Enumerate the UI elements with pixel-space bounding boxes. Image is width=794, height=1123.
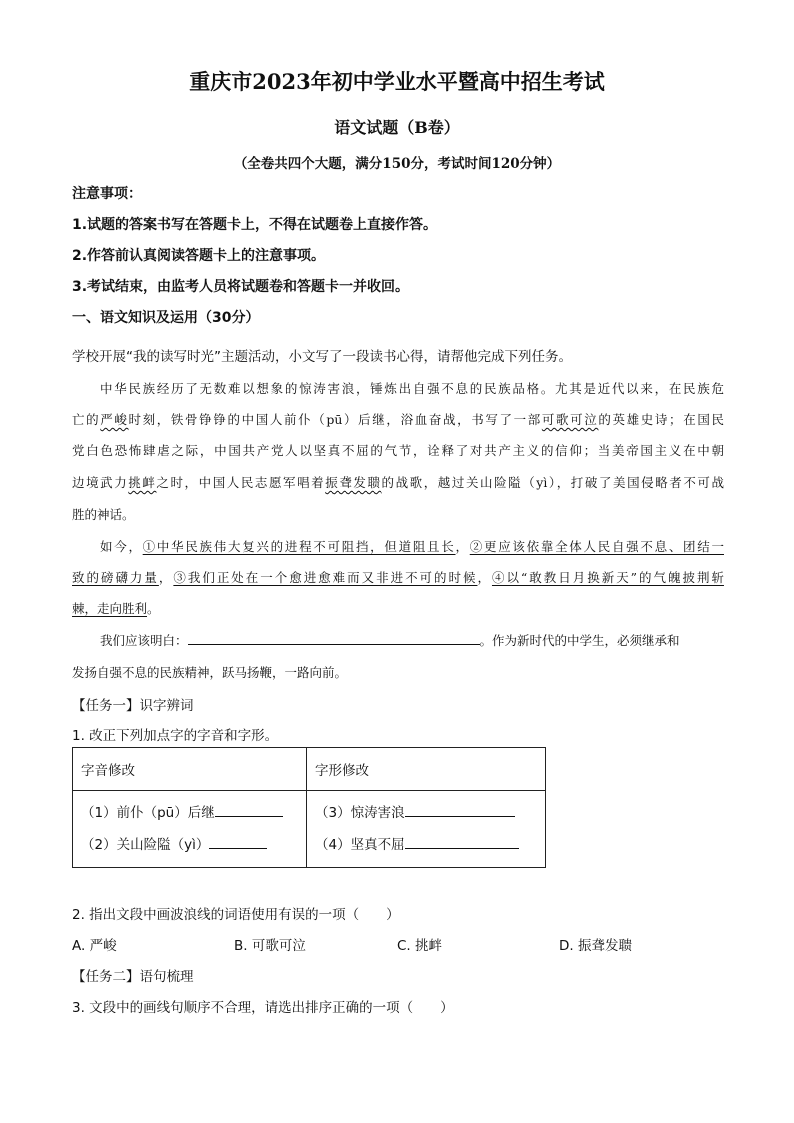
underlined-sentence-2: ②更应该依靠全体人民自强不息、团结一 [469, 539, 724, 554]
wavy-word: 严峻 [100, 412, 129, 427]
correction-table [72, 747, 546, 868]
underlined-sentence-3: ③我们正处在一个愈进愈难而又非进不可的时候 [173, 570, 478, 585]
table-header: 字音修改 [73, 748, 307, 791]
notice-item: 3.考试结束，由监考人员将试题卷和答题卡一并收回。 [72, 279, 410, 295]
answer-blank[interactable] [215, 802, 283, 817]
exam-info: （全卷共四个大题，满分150分，考试时间120分钟） [233, 156, 561, 172]
task-heading: 【任务二】语句梳理 [72, 969, 194, 985]
table-cell: （3）惊涛害浪 [315, 797, 537, 829]
option-c[interactable]: C. 挑衅 [397, 938, 443, 954]
wavy-word: 可歌可泣 [541, 412, 599, 427]
section-intro: 学校开展“我的读写时光”主题活动，小文写了一段读书心得，请帮他完成下列任务。 [72, 349, 572, 365]
passage-line: 棘，走向胜利。 [72, 601, 160, 616]
passage-line: 胜的神话。 [72, 507, 135, 522]
exam-title: 重庆市2023年初中学业水平暨高中招生考试 [189, 69, 605, 94]
passage-line: 党白色恐怖肆虐之际，中国共产党人以坚真不屈的气节，诠释了对共产主义的信仰；当美帝国主义在中朝 [72, 443, 724, 458]
table-cell: （4）坚真不屈 [315, 829, 537, 861]
answer-blank[interactable] [405, 834, 519, 849]
answer-blank[interactable] [405, 802, 515, 817]
table-cell: （1）前仆（pū）后继 [81, 797, 298, 829]
passage-line: 我们应该明白： 。作为新时代的中学生，必须继承和 [100, 633, 680, 648]
underlined-sentence-1: ①中华民族伟大复兴的进程不可阻挡，但道阻且长 [142, 539, 456, 554]
question-2: 2. 指出文段中画波浪线的词语使用有误的一项（ ） [72, 907, 400, 923]
notice-heading: 注意事项： [72, 186, 142, 202]
underlined-sentence-2: 致的磅礴力量 [72, 570, 159, 585]
notice-item: 1.试题的答案书写在答题卡上，不得在试题卷上直接作答。 [72, 217, 438, 233]
passage-line: 如今，①中华民族伟大复兴的进程不可阻挡，但道阻且长，②更应该依靠全体人民自强不息、团结一 [100, 539, 724, 554]
table-cell: （2）关山险隘（yì） [81, 829, 298, 861]
passage-line: 亡的严峻时刻，铁骨铮铮的中国人前仆（pū）后继，浴血奋战，书写了一部可歌可泣的英雄史诗；在国民 [72, 412, 724, 427]
wavy-word: 挑衅 [128, 475, 157, 490]
question-3: 3. 文段中的画线句顺序不合理，请选出排序正确的一项（ ） [72, 1000, 454, 1016]
passage-line: 边境武力挑衅之时，中国人民志愿军唱着振聋发聩的战歌，越过关山险隘（yì），打破了美国侵略者不可战 [72, 475, 724, 490]
passage-line: 致的磅礴力量，③我们正处在一个愈进愈难而又非进不可的时候，④以“敢教日月换新天”的气魄披荆斩 [72, 570, 724, 585]
paper-subtitle: 语文试题（B卷） [334, 118, 460, 137]
wavy-word: 振聋发聩 [325, 475, 382, 490]
question-1: 1. 改正下列加点字的字音和字形。 [72, 728, 279, 744]
passage-line: 中华民族经历了无数难以想象的惊涛害浪，锤炼出自强不息的民族品格。尤其是近代以来，在民族危 [100, 381, 724, 396]
answer-blank[interactable] [209, 834, 267, 849]
task-heading: 【任务一】识字辨词 [72, 698, 194, 714]
answer-blank[interactable] [188, 632, 480, 645]
underlined-sentence-4: 棘，走向胜利 [72, 601, 148, 616]
section-heading: 一、语文知识及运用（30分） [72, 310, 260, 326]
notice-item: 2.作答前认真阅读答题卡上的注意事项。 [72, 248, 326, 264]
table-header: 字形修改 [307, 748, 546, 791]
option-d[interactable]: D. 振聋发聩 [559, 938, 632, 954]
passage-line: 发扬自强不息的民族精神，跃马扬鞭，一路向前。 [72, 665, 348, 680]
underlined-sentence-4: ④以“敢教日月换新天”的气魄披荆斩 [491, 570, 724, 585]
option-b[interactable]: B. 可歌可泣 [234, 938, 306, 954]
option-a[interactable]: A. 严峻 [72, 938, 117, 954]
